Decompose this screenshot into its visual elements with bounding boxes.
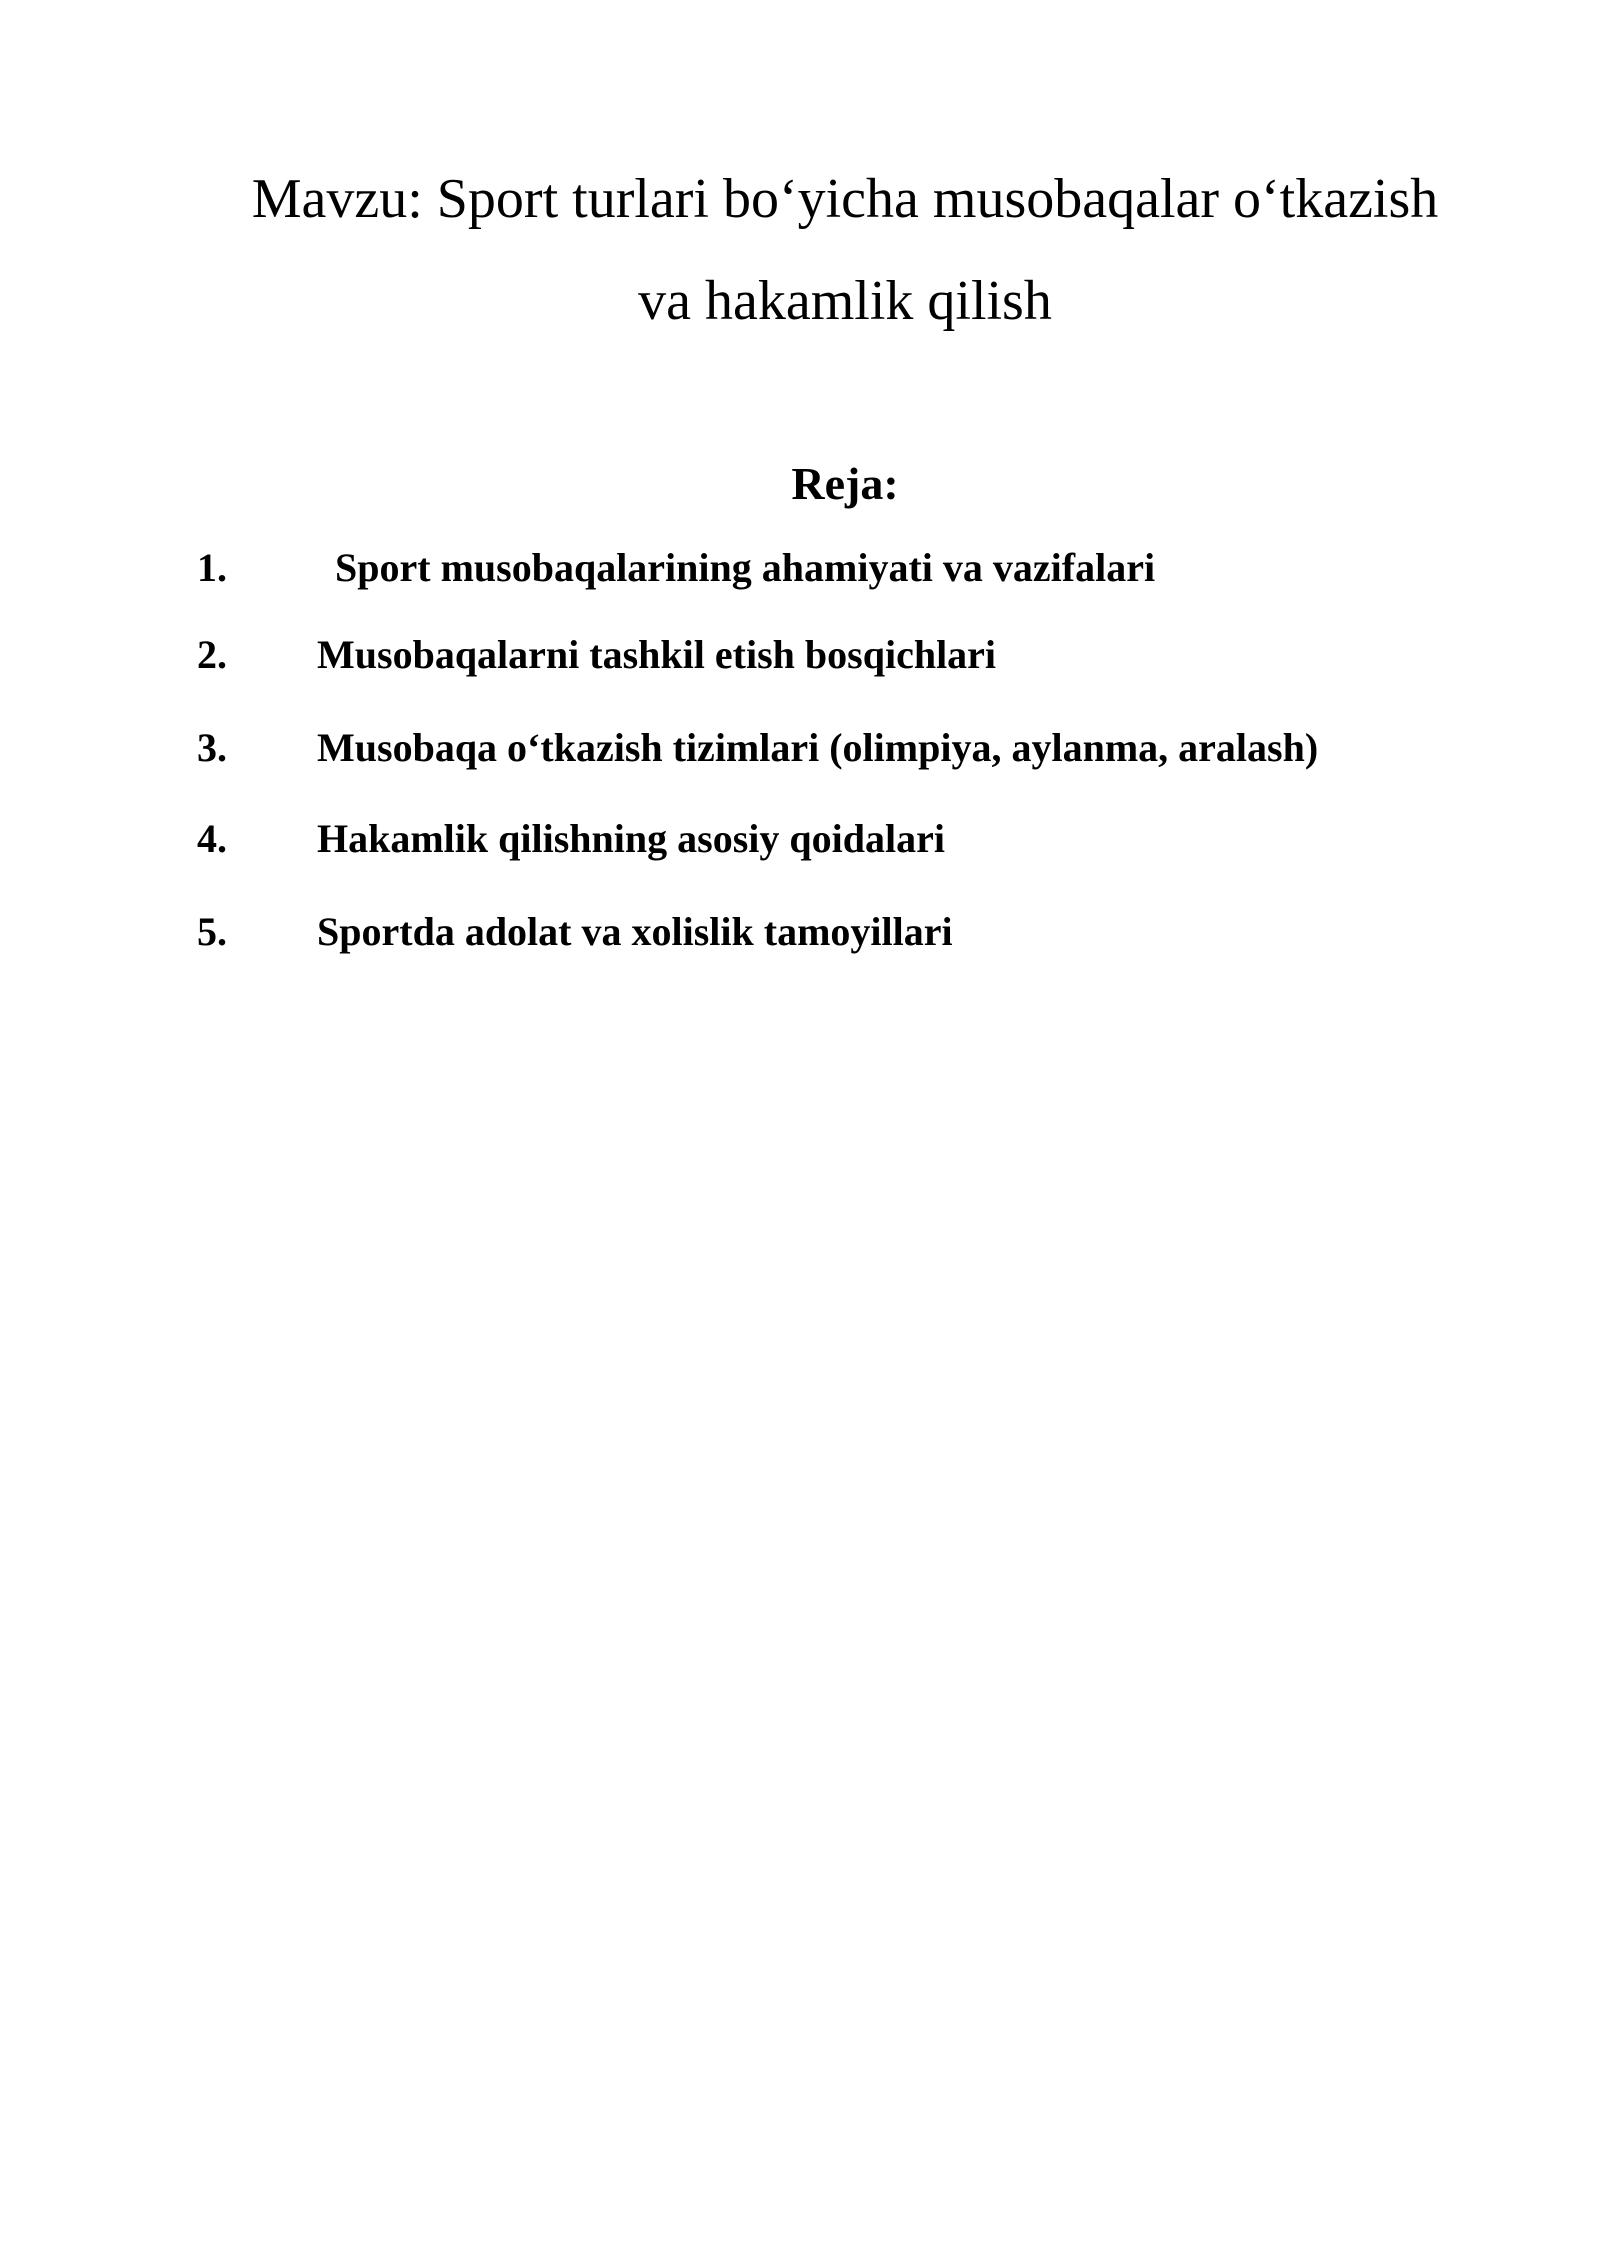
plan-item (197, 811, 1497, 867)
plan-item-text: Hakamlik qilishning asosiy qoidalari (317, 816, 945, 861)
plan-item-text: Musobaqa o‘tkazish tizimlari (olimpiya, aylanma, aralash) (317, 725, 1319, 770)
plan-heading: Reja: (791, 458, 899, 509)
plan-item-number: 2. (197, 632, 227, 677)
plan-item (197, 627, 1497, 683)
plan-item-text: Sport musobaqalarining ahamiyati va vazifalari (335, 545, 1156, 590)
plan-item (197, 540, 1497, 596)
plan-item-number: 5. (197, 909, 227, 954)
plan-item-text: Musobaqalarni tashkil etish bosqichlari (317, 632, 997, 677)
plan-item (197, 720, 1497, 776)
plan-item-number: 1. (197, 545, 227, 590)
document-title-line-2: va hakamlik qilish (638, 270, 1052, 332)
document-title-line-1: Mavzu: Sport turlari bo‘yicha musobaqalar o‘tkazish (251, 168, 1439, 230)
plan-item (197, 904, 1497, 960)
plan-item-number: 3. (197, 725, 227, 770)
plan-item-number: 4. (197, 816, 227, 861)
plan-item-text: Sportda adolat va xolislik tamoyillari (317, 909, 953, 954)
